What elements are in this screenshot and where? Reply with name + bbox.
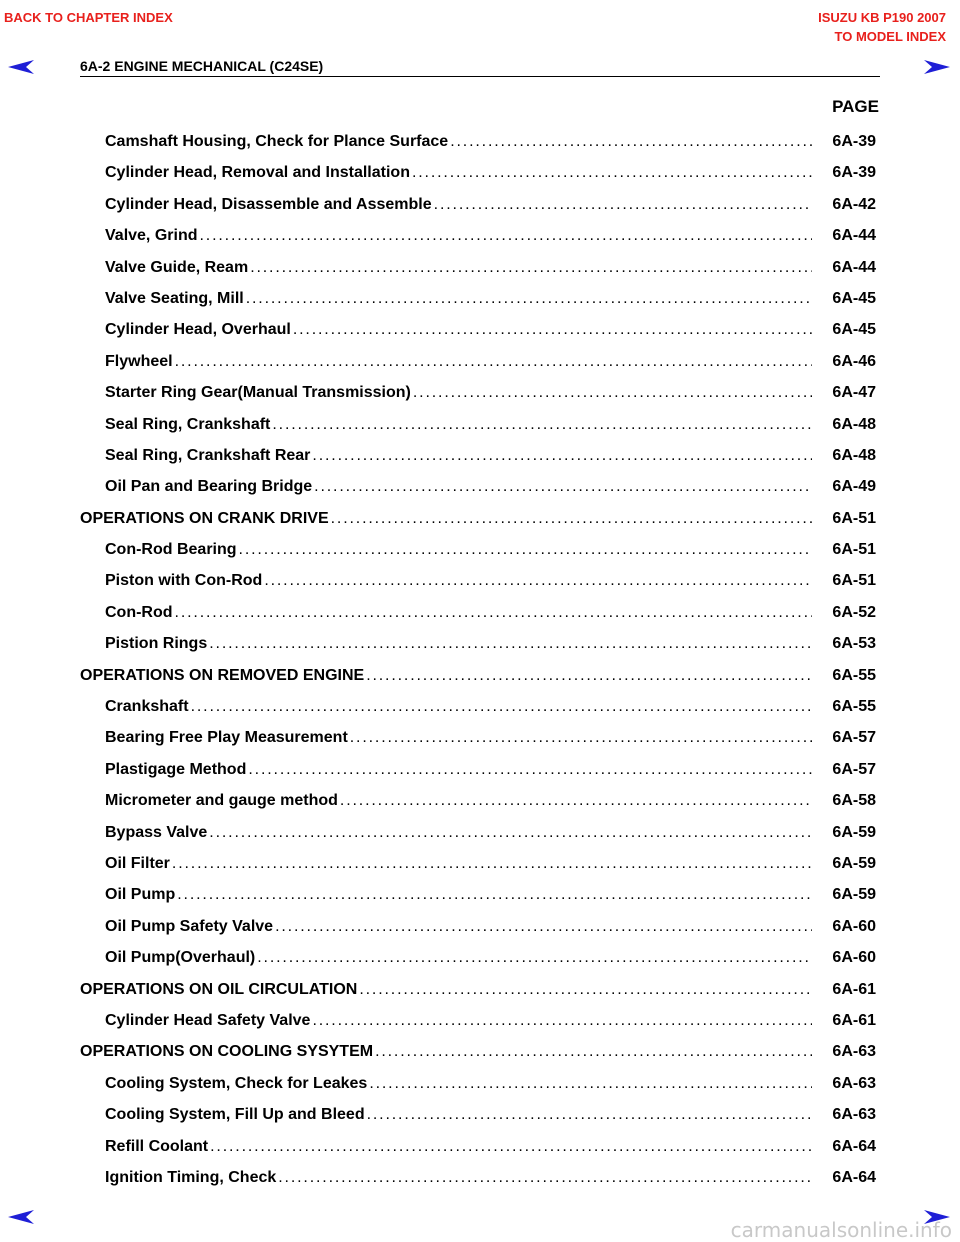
toc-entry-page-number: 6A-47 <box>832 384 876 402</box>
toc-entry[interactable] <box>80 283 876 314</box>
toc-entry[interactable] <box>80 346 876 377</box>
toc-entry-title: Cylinder Head, Overhaul <box>105 321 291 339</box>
toc-entry-title: Oil Pan and Bearing Bridge <box>105 478 313 496</box>
toc-entry-title: Seal Ring, Crankshaft <box>105 415 271 433</box>
toc-entry-page-number: 6A-58 <box>832 792 876 810</box>
toc-entry[interactable] <box>80 377 876 408</box>
toc-entry[interactable] <box>80 722 876 753</box>
toc-dot-leader <box>275 911 812 942</box>
toc-dot-leader <box>434 189 812 220</box>
toc-entry-page-number: 6A-57 <box>832 760 876 778</box>
toc-entry[interactable] <box>80 534 876 565</box>
toc-entry-title: Valve Seating, Mill <box>105 289 244 307</box>
toc-entry-page-number: 6A-51 <box>832 509 876 527</box>
toc-dot-leader <box>175 597 812 628</box>
toc-entry-title: Valve Guide, Ream <box>105 258 249 276</box>
toc-entry-page-number: 6A-61 <box>832 1011 876 1029</box>
toc-entry[interactable] <box>80 565 876 596</box>
toc-entry-page-number: 6A-44 <box>832 227 876 245</box>
toc-entry-page-number: 6A-59 <box>832 886 876 904</box>
toc-entry-title: Con-Rod <box>105 603 173 621</box>
toc-entry-title: Oil Pump(Overhaul) <box>105 949 256 967</box>
toc-entry-title: OPERATIONS ON OIL CIRCULATION <box>80 980 358 998</box>
toc-entry-page-number: 6A-48 <box>832 415 876 433</box>
toc-dot-leader <box>375 1036 812 1067</box>
toc-entry[interactable] <box>80 1099 876 1130</box>
toc-dot-leader <box>312 1005 812 1036</box>
toc-entry-page-number: 6A-59 <box>832 854 876 872</box>
toc-dot-leader <box>312 440 812 471</box>
toc-entry[interactable] <box>80 942 876 973</box>
toc-entry-title: Cylinder Head, Disassemble and Assemble <box>105 195 432 213</box>
toc-entry[interactable] <box>80 409 876 440</box>
toc-entry[interactable] <box>80 471 876 502</box>
toc-entry-title: Pistion Rings <box>105 635 208 653</box>
toc-entry-page-number: 6A-51 <box>832 541 876 559</box>
toc-entry-page-number: 6A-49 <box>832 478 876 496</box>
toc-dot-leader <box>248 754 812 785</box>
toc-entry-page-number: 6A-39 <box>832 164 876 182</box>
toc-entry-page-number: 6A-48 <box>832 446 876 464</box>
toc-entry-page-number: 6A-53 <box>832 635 876 653</box>
toc-dot-leader <box>450 126 812 157</box>
toc-entry-title: Ignition Timing, Check <box>105 1168 277 1186</box>
toc-entry[interactable] <box>80 220 876 251</box>
toc-entry[interactable] <box>80 879 876 910</box>
toc-dot-leader <box>350 722 812 753</box>
toc-entry-title: Flywheel <box>105 352 173 370</box>
toc-entry[interactable] <box>80 1068 876 1099</box>
toc-entry-title: OPERATIONS ON COOLING SYSYTEM <box>80 1043 374 1061</box>
toc-entry-page-number: 6A-52 <box>832 603 876 621</box>
toc-dot-leader <box>314 471 812 502</box>
toc-entry-page-number: 6A-45 <box>832 321 876 339</box>
toc-entry[interactable] <box>80 503 876 534</box>
toc-dot-leader <box>369 1068 812 1099</box>
toc-entry-title: Crankshaft <box>105 698 189 716</box>
toc-dot-leader <box>172 848 812 879</box>
toc-dot-leader <box>209 817 812 848</box>
toc-dot-leader <box>257 942 812 973</box>
toc-entry-title: Bypass Valve <box>105 823 208 841</box>
toc-entry[interactable] <box>80 754 876 785</box>
toc-entry-title: Seal Ring, Crankshaft Rear <box>105 446 311 464</box>
toc-entry-page-number: 6A-51 <box>832 572 876 590</box>
toc-entry[interactable] <box>80 817 876 848</box>
table-of-contents <box>80 126 876 1193</box>
toc-entry-page-number: 6A-64 <box>832 1137 876 1155</box>
toc-entry[interactable] <box>80 848 876 879</box>
toc-entry-title: Oil Filter <box>105 854 170 872</box>
toc-entry[interactable] <box>80 1036 876 1067</box>
header-divider <box>80 76 880 77</box>
toc-entry-title: Oil Pump Safety Valve <box>105 917 274 935</box>
toc-dot-leader <box>250 252 812 283</box>
toc-entry[interactable] <box>80 660 876 691</box>
toc-entry-title: OPERATIONS ON REMOVED ENGINE <box>80 666 365 684</box>
toc-entry-title: Con-Rod Bearing <box>105 541 237 559</box>
toc-entry-page-number: 6A-63 <box>832 1043 876 1061</box>
toc-entry[interactable] <box>80 1131 876 1162</box>
toc-entry-page-number: 6A-46 <box>832 352 876 370</box>
toc-dot-leader <box>340 785 812 816</box>
next-page-arrow-icon[interactable] <box>924 60 950 74</box>
toc-entry-page-number: 6A-55 <box>832 666 876 684</box>
toc-entry-title: OPERATIONS ON CRANK DRIVE <box>80 509 329 527</box>
toc-entry-title: Bearing Free Play Measurement <box>105 729 348 747</box>
toc-entry[interactable] <box>80 440 876 471</box>
toc-entry-page-number: 6A-59 <box>832 823 876 841</box>
toc-entry[interactable] <box>80 785 876 816</box>
back-to-chapter-index-link[interactable]: BACK TO CHAPTER INDEX <box>4 10 173 25</box>
toc-entry-page-number: 6A-39 <box>832 133 876 150</box>
toc-dot-leader <box>413 377 812 408</box>
toc-dot-leader <box>278 1162 812 1193</box>
toc-entry[interactable] <box>80 252 876 283</box>
toc-dot-leader <box>293 314 812 345</box>
toc-entry-page-number: 6A-63 <box>832 1074 876 1092</box>
toc-dot-leader <box>210 1131 812 1162</box>
toc-entry-title: Camshaft Housing, Check for Plance Surface <box>105 133 449 150</box>
toc-dot-leader <box>175 346 812 377</box>
toc-entry-page-number: 6A-61 <box>832 980 876 998</box>
toc-dot-leader <box>239 534 812 565</box>
toc-dot-leader <box>412 157 812 188</box>
toc-entry[interactable] <box>80 126 876 157</box>
toc-entry-page-number: 6A-44 <box>832 258 876 276</box>
toc-entry-page-number: 6A-63 <box>832 1106 876 1124</box>
toc-dot-leader <box>246 283 812 314</box>
toc-entry-title: Cooling System, Fill Up and Bleed <box>105 1106 365 1124</box>
previous-page-arrow-icon[interactable] <box>8 60 34 74</box>
toc-entry-page-number: 6A-45 <box>832 289 876 307</box>
toc-entry-title: Piston with Con-Rod <box>105 572 263 590</box>
toc-entry-page-number: 6A-55 <box>832 698 876 716</box>
toc-entry[interactable] <box>80 597 876 628</box>
toc-dot-leader <box>209 628 812 659</box>
toc-entry[interactable] <box>80 157 876 188</box>
toc-dot-leader <box>177 879 812 910</box>
toc-entry-title: Refill Coolant <box>105 1137 209 1155</box>
toc-entry-page-number: 6A-57 <box>832 729 876 747</box>
toc-entry[interactable] <box>80 911 876 942</box>
toc-entry-page-number: 6A-64 <box>832 1168 876 1186</box>
toc-entry-title: Plastigage Method <box>105 760 247 778</box>
toc-entry[interactable] <box>80 691 876 722</box>
toc-dot-leader <box>199 220 812 251</box>
toc-entry-title: Oil Pump <box>105 886 176 904</box>
watermark-text: carmanualsonline.info <box>730 1218 952 1242</box>
toc-dot-leader <box>366 660 812 691</box>
toc-entry[interactable] <box>80 628 876 659</box>
toc-entry[interactable] <box>80 314 876 345</box>
toc-entry-title: Cooling System, Check for Leakes <box>105 1074 368 1092</box>
toc-entry-page-number: 6A-42 <box>832 195 876 213</box>
toc-entry-page-number: 6A-60 <box>832 917 876 935</box>
toc-dot-leader <box>272 409 812 440</box>
previous-page-arrow-icon-bottom[interactable] <box>8 1210 34 1224</box>
toc-entry-title: Micrometer and gauge method <box>105 792 338 810</box>
running-header-title: 6A-2 ENGINE MECHANICAL (C24SE) <box>80 58 324 74</box>
page-column-label: PAGE <box>832 97 879 116</box>
toc-entry[interactable] <box>80 1162 876 1193</box>
toc-dot-leader <box>331 503 812 534</box>
toc-entry[interactable] <box>80 974 876 1005</box>
model-title-link[interactable]: ISUZU KB P190 2007 <box>818 10 946 25</box>
toc-entry[interactable] <box>80 1005 876 1036</box>
toc-entry[interactable] <box>80 189 876 220</box>
toc-dot-leader <box>359 974 812 1005</box>
toc-entry-page-number: 6A-60 <box>832 949 876 967</box>
toc-entry-title: Starter Ring Gear(Manual Transmission) <box>105 384 411 402</box>
toc-entry-title: Cylinder Head Safety Valve <box>105 1011 311 1029</box>
toc-dot-leader <box>264 565 812 596</box>
toc-entry-title: Valve, Grind <box>105 227 198 245</box>
to-model-index-link[interactable]: TO MODEL INDEX <box>834 29 946 44</box>
toc-dot-leader <box>367 1099 812 1130</box>
toc-dot-leader <box>191 691 812 722</box>
toc-entry-title: Cylinder Head, Removal and Installation <box>105 164 410 182</box>
